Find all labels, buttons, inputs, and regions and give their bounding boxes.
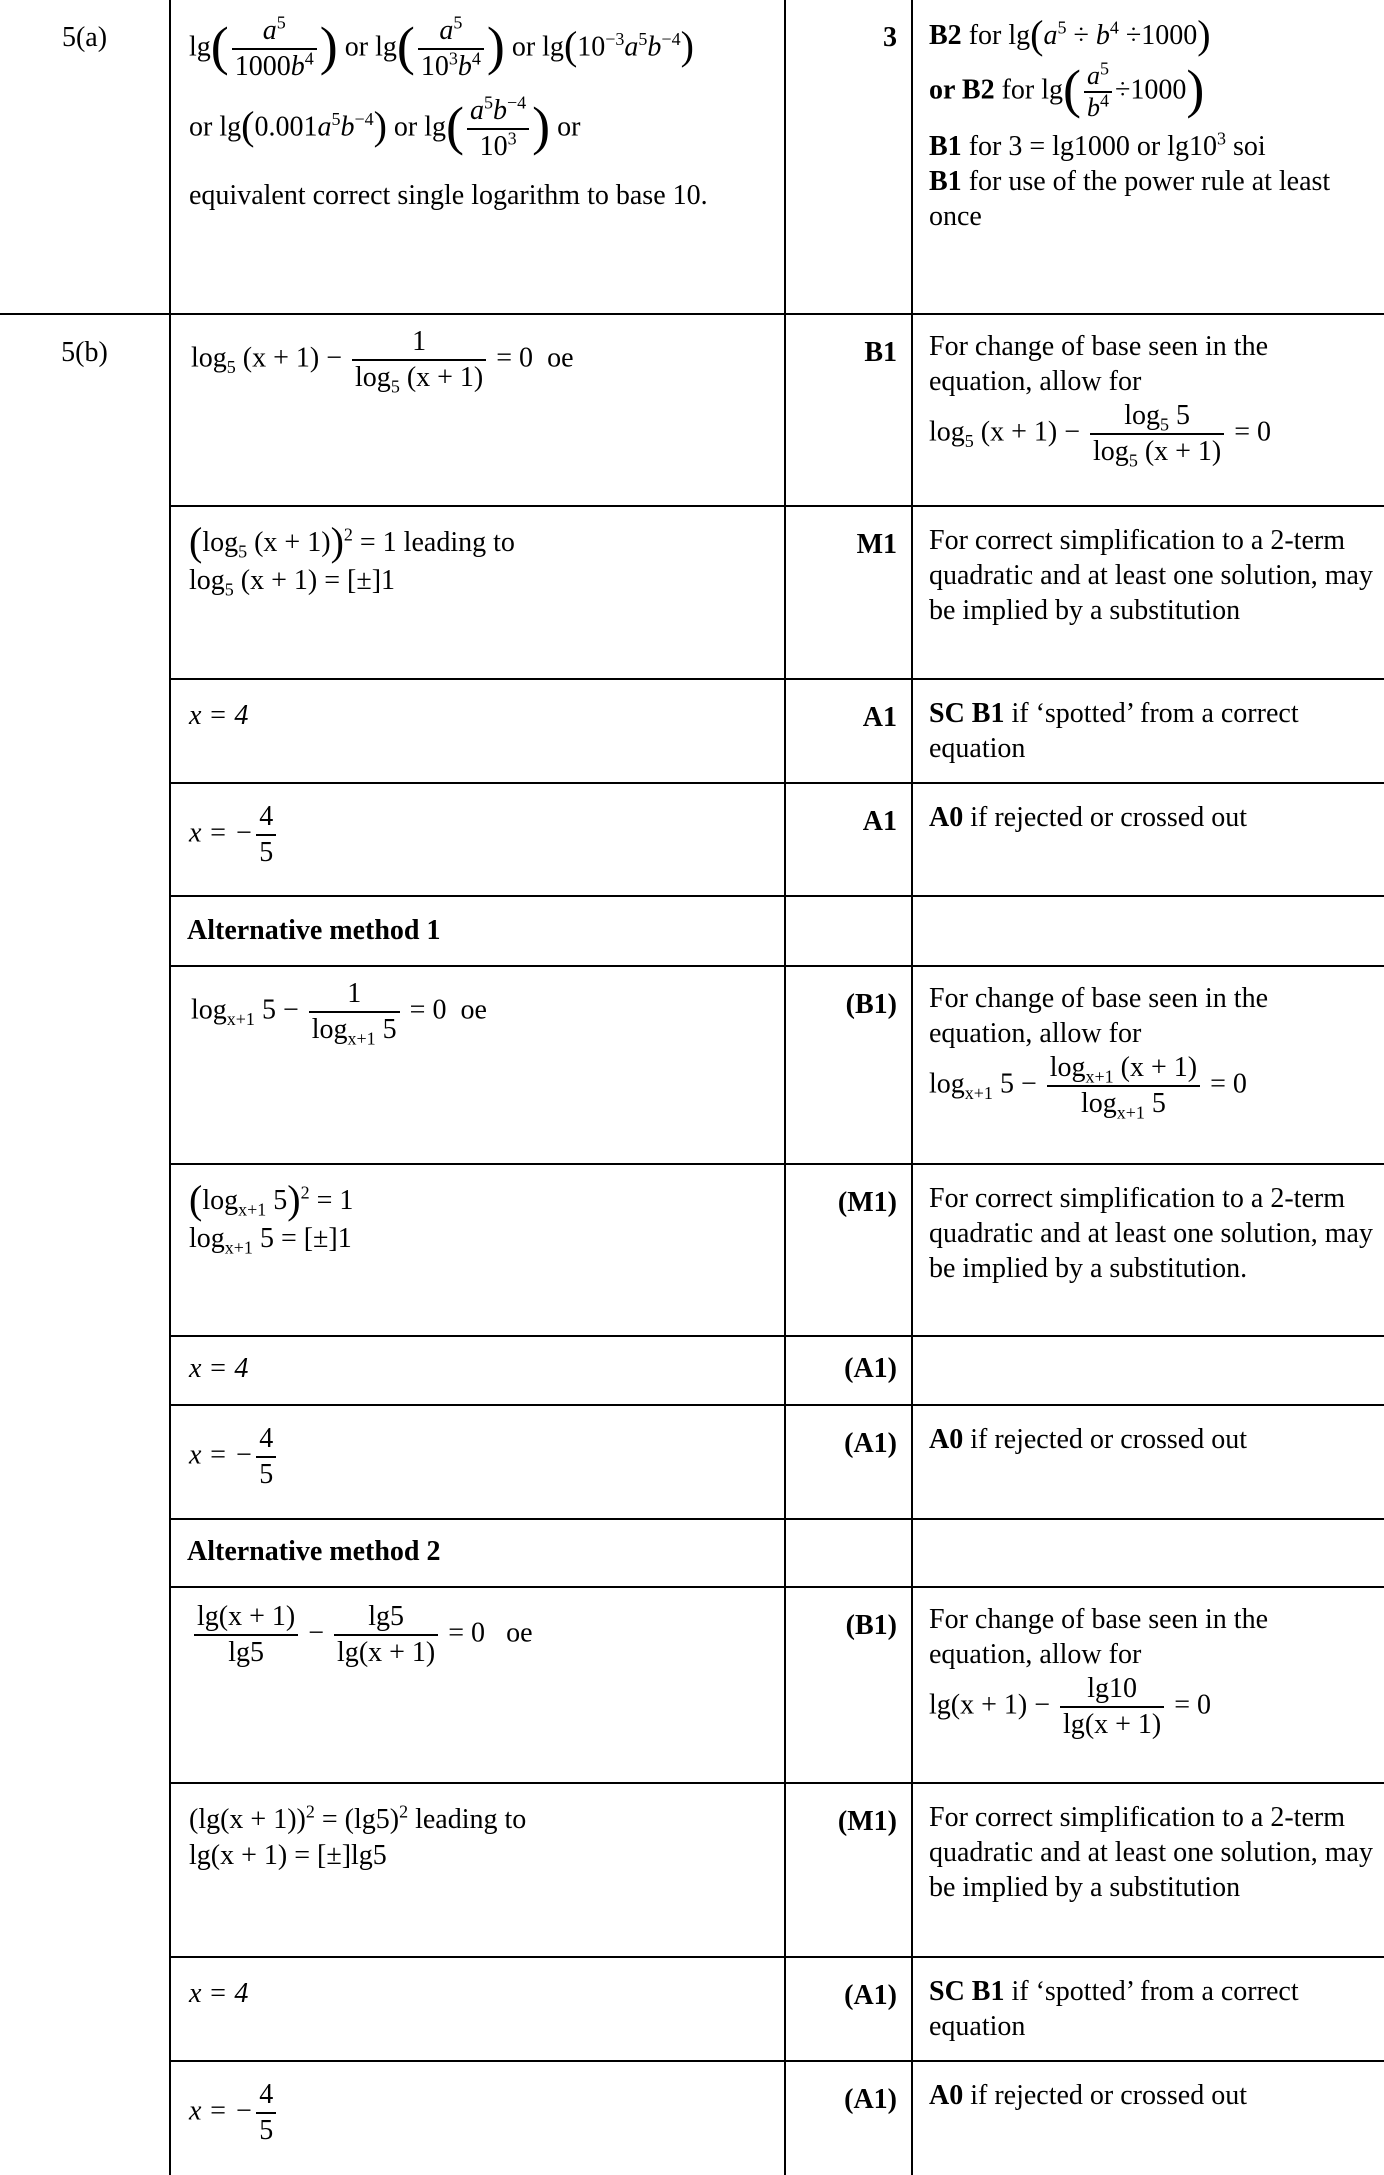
question-number: 5(a) [61, 22, 108, 53]
numerator: lg5 [334, 1600, 438, 1636]
or-text: or [189, 111, 213, 143]
math-op: ÷ [1073, 20, 1089, 51]
guidance-cell [912, 2061, 1384, 2175]
math-num: 5 [261, 994, 276, 1026]
math-num: 1000 [234, 51, 291, 82]
lg-text: lg [337, 1637, 359, 1668]
fraction [256, 1422, 276, 1492]
guidance-cell [912, 896, 1384, 966]
math-num: 5 [259, 1222, 274, 1254]
denominator: 5 [259, 1459, 274, 1490]
guidance-text: if ‘spotted’ from a correct equation [929, 698, 1299, 764]
math-expr: = 1 [316, 1185, 354, 1216]
mark [786, 897, 911, 917]
lg-text: lg [197, 1601, 219, 1632]
math-expr: x = − [189, 817, 254, 849]
fraction [256, 800, 276, 870]
guidance-text: for [968, 20, 1002, 51]
math-expr: = 0 [496, 342, 534, 374]
guidance-text: for use of the power rule at least once [929, 166, 1331, 233]
subscript: 5 [390, 376, 400, 397]
exponent: 4 [1109, 17, 1119, 38]
exponent: −3 [605, 29, 625, 50]
math-expr: = 1 leading to [359, 527, 515, 558]
mark: (M1) [837, 1806, 897, 1837]
table-row [0, 896, 1384, 966]
mark-cell [785, 1957, 912, 2061]
math-expr: x = − [189, 2095, 254, 2127]
log-text: log [929, 1068, 965, 1100]
answer-cell [170, 679, 785, 783]
guidance-text [913, 1520, 1384, 1540]
lg-text: lg [1008, 20, 1031, 51]
mark-cell [785, 506, 912, 679]
mark: M1 [856, 529, 897, 560]
fraction [1060, 1672, 1164, 1742]
log-text: log [1124, 400, 1161, 431]
or-text: or [511, 31, 536, 63]
guidance-text: for [968, 131, 1002, 163]
answer-cell [170, 0, 785, 314]
mark-cell [785, 1519, 912, 1587]
denominator: 5 [259, 2115, 274, 2146]
exponent: 5 [638, 29, 648, 50]
math-var: b [340, 111, 355, 143]
mark-cell [785, 1783, 912, 1957]
fraction [194, 1600, 298, 1670]
fraction [467, 94, 529, 164]
mark-cell [785, 314, 912, 506]
mark-cell [785, 1405, 912, 1519]
exponent: 2 [343, 524, 353, 545]
mark: A1 [862, 702, 897, 733]
alternative-method-title: Alternative method 2 [187, 1536, 441, 1567]
guidance-cell [912, 966, 1384, 1164]
lg-text: lg [1041, 74, 1064, 106]
math-expr: = [±]1 [324, 564, 396, 596]
exponent: 5 [484, 92, 494, 113]
guidance-line: or B2 for lg( $\frac{a^5}{b^4}$ ÷1000) [929, 58, 1205, 123]
math-expr: (x + 1) [240, 564, 318, 596]
mark-cell [785, 896, 912, 966]
math-op: ÷1000 [1115, 74, 1187, 106]
answer-cell [170, 966, 785, 1164]
mark-code: or B2 [929, 74, 995, 106]
mark-cell [785, 1164, 912, 1336]
fraction [334, 1600, 438, 1670]
numerator: 4 [256, 800, 276, 836]
mark: (A1) [844, 1980, 897, 2011]
subscript: x+1 [1116, 1102, 1145, 1123]
log-text: log [1080, 1088, 1117, 1119]
answer-cell [170, 896, 785, 966]
math-var: a [1087, 61, 1101, 91]
answer-line [189, 1802, 768, 1838]
log-text: log [191, 342, 227, 374]
exponent: 5 [331, 109, 341, 130]
math-expr: (x + 1) [242, 342, 320, 374]
math-num: 5 [999, 1068, 1014, 1100]
guidance-text [913, 1337, 1384, 1357]
math-var: b [290, 51, 305, 82]
table-row [0, 1164, 1384, 1336]
answer-line: $\log_5 (x + 1)$ − $\frac{1}{\log_5 (x + 1)}$ = 0 oe [191, 326, 574, 397]
table-row [0, 679, 1384, 783]
answer-cell [170, 2061, 785, 2175]
subscript: 5 [226, 357, 236, 378]
guidance-text: if rejected or crossed out [963, 802, 1248, 833]
mark-cell [785, 1336, 912, 1405]
mark-cell [785, 2061, 912, 2175]
answer-cell [170, 1405, 785, 1519]
subscript: x+1 [224, 1237, 253, 1258]
exponent: 5 [276, 12, 286, 33]
guidance-cell [912, 1164, 1384, 1336]
math-var: a [439, 15, 454, 46]
mark-cell [785, 1587, 912, 1783]
answer-line: or $\lg(0.001a^5b^{-4})$ or lg( $\frac{a^5b^{-4}}{10^3}$ ) or [189, 92, 581, 162]
table-row [0, 1783, 1384, 1957]
alternative-method-title: Alternative method 1 [187, 915, 441, 946]
mark: (A1) [844, 2084, 897, 2115]
guidance-line: B2 for $\lg(a^5 \div b^4 \div 1000)$ [929, 12, 1211, 58]
table-row [0, 314, 1384, 506]
table-row [0, 0, 1384, 314]
mark-cell [785, 0, 912, 314]
exponent: 5 [1057, 17, 1067, 38]
log-text: log [202, 527, 239, 558]
math-var: a [624, 31, 639, 63]
exponent: 3 [507, 128, 517, 149]
answer-cell [170, 1336, 785, 1405]
math-num: 10 [479, 131, 508, 162]
exponent: −4 [354, 109, 374, 130]
table-row [0, 1336, 1384, 1405]
table-row [0, 1957, 1384, 2061]
exponent: 4 [1100, 90, 1110, 111]
table-row [0, 1405, 1384, 1519]
mark-code: B1 [929, 131, 962, 163]
math-expr: leading to [408, 1804, 527, 1835]
math-expr: (lg(x + 1)) [189, 1804, 306, 1835]
guidance-cell [912, 314, 1384, 506]
guidance-cell [912, 1336, 1384, 1405]
guidance-cell [912, 1783, 1384, 1957]
denominator: 5 [259, 837, 274, 868]
log-text: log [191, 994, 227, 1026]
subscript: x+1 [226, 1009, 255, 1030]
numerator: 4 [256, 2078, 276, 2114]
or-text: or [557, 111, 581, 143]
fraction [256, 2078, 276, 2148]
subscript: 5 [1128, 450, 1138, 471]
math-op: ÷1000 [1125, 20, 1198, 51]
numerator: 4 [256, 1422, 276, 1458]
guidance-text: For correct simplification to a 2-term quadratic and at least one solution, may be implied by a substitution [929, 525, 1373, 626]
math-num: 0.001 [254, 111, 318, 143]
guidance-cell [912, 506, 1384, 679]
guidance-cell [912, 1957, 1384, 2061]
answer-line: lg( $\frac{a^5}{1000b^4}$ ) or lg( $\frac{a^5}{10^3b^4}$ ) or $\lg(10^{-3}a^5b^{-4})$ [189, 12, 694, 82]
mark: (B1) [845, 989, 897, 1020]
answer-text: equivalent correct single logarithm to base 10. [189, 180, 708, 211]
subscript: 5 [224, 579, 234, 600]
oe-text: oe [506, 1617, 533, 1649]
math-expr: = 0 [1174, 1689, 1212, 1721]
question-number: 5(b) [61, 337, 108, 368]
exponent: 2 [300, 1182, 310, 1203]
log-text: log [355, 362, 391, 393]
guidance-line [929, 164, 1374, 234]
lg-text: lg [424, 111, 447, 143]
subscript: x+1 [1085, 1066, 1114, 1087]
answer-cell [170, 1587, 785, 1783]
fraction [1084, 58, 1112, 123]
math-expr: = [±]1 [280, 1222, 352, 1254]
mark-code: SC B1 [929, 1976, 1005, 2007]
mark: (A1) [844, 1353, 897, 1384]
answer-line: ($\log_5$ (x + 1))$^2$ = 1 leading to [189, 518, 515, 564]
mark: (B1) [845, 1610, 897, 1641]
subscript: 5 [964, 431, 974, 452]
math-expr: = 0 [448, 1617, 486, 1649]
exponent: 4 [471, 48, 481, 69]
table-row [0, 783, 1384, 896]
answer-cell [170, 506, 785, 679]
log-text: log [1049, 1052, 1086, 1083]
math-num: 10 [420, 51, 449, 82]
oe-text: oe [460, 994, 487, 1026]
exponent: 3 [1217, 128, 1227, 149]
lg-text: lg [375, 31, 397, 63]
mark-code: SC B1 [929, 698, 1005, 729]
numerator: 1 [352, 325, 486, 361]
guidance-text: soi [1233, 131, 1266, 163]
guidance-cell [912, 783, 1384, 896]
math-num: 10 [577, 31, 606, 63]
guidance-cell [912, 0, 1384, 314]
subscript: 5 [1160, 414, 1170, 435]
exponent: 5 [453, 12, 463, 33]
answer-text: x = 4 [189, 1353, 249, 1384]
answer-cell [170, 1519, 785, 1587]
guidance-cell [912, 1519, 1384, 1587]
mark-code: A0 [929, 2080, 964, 2111]
log-text: log [929, 416, 965, 448]
exponent: 4 [304, 48, 314, 69]
math-var: a [470, 95, 485, 126]
mark-cell [785, 679, 912, 783]
answer-line: $\log_{x+1} 5$ − $\frac{1}{\log_{x+1} 5}$ = 0 oe [191, 978, 487, 1049]
fraction [309, 977, 400, 1047]
answer-line: lg(x + 1) = [±]lg5 [189, 1840, 387, 1871]
guidance-text: if ‘spotted’ from a correct equation [929, 1976, 1299, 2042]
subscript: x+1 [347, 1028, 376, 1049]
mark-code: B1 [929, 166, 962, 198]
guidance-line [929, 129, 1374, 164]
answer-text: x = 4 [189, 1978, 249, 2009]
math-expr: (x + 1) [950, 1689, 1028, 1721]
answer-cell [170, 1783, 785, 1957]
math-expr: = 0 [1210, 1068, 1247, 1100]
exponent: 2 [305, 1801, 315, 1822]
question-number-cell [0, 0, 170, 314]
math-expr: (x + 1) [980, 416, 1058, 448]
math-var: a [1043, 20, 1058, 51]
answer-text: x = 4 [189, 700, 249, 731]
math-expr: (x + 1) [1144, 436, 1222, 467]
table-row [0, 1587, 1384, 1783]
fraction [232, 14, 317, 84]
guidance-text: For correct simplification to a 2-term quadratic and at least one solution, may be implied by a substitution [929, 1802, 1373, 1903]
subscript: 5 [238, 541, 248, 562]
mark-cell [785, 783, 912, 896]
answer-cell [170, 1164, 785, 1336]
guidance-text: or [1136, 131, 1161, 163]
log-text: log [1093, 436, 1129, 467]
exponent: 5 [1100, 58, 1110, 79]
guidance-math: $\log_{x+1} 5$ − $\frac{\log_{x+1} (x + 1)}{\log_{x+1} 5}$ = 0 [929, 1052, 1247, 1123]
answer-cell [170, 783, 785, 896]
or-text: or [344, 31, 369, 63]
guidance-text: for [1001, 74, 1035, 106]
guidance-text: if rejected or crossed out [963, 2080, 1248, 2111]
answer-cell [170, 314, 785, 506]
guidance-cell [912, 679, 1384, 783]
answer-line [189, 563, 768, 599]
mark: (M1) [837, 1187, 897, 1218]
lg-text: lg [542, 31, 564, 63]
guidance-text: For change of base seen in the equation, allow for [929, 331, 1268, 397]
log-text: log [189, 564, 225, 596]
math-var: a [317, 111, 332, 143]
math-expr: 3 = lg1000 [1008, 131, 1130, 163]
answer-cell [170, 1957, 785, 2061]
math-var: b [457, 51, 472, 82]
lg-text: lg [189, 31, 211, 63]
guidance-math: $\log_5 (x + 1)$ − $\frac{\log_5 5}{\log_5 (x + 1)}$ = 0 [929, 400, 1272, 471]
guidance-text: For change of base seen in the equation, allow for [929, 1604, 1268, 1670]
exponent: −4 [507, 92, 527, 113]
guidance-text: if rejected or crossed out [963, 1424, 1248, 1455]
fraction [418, 14, 484, 84]
lg-text: lg [1063, 1709, 1085, 1740]
mark [786, 1520, 911, 1540]
log-text: log [311, 1014, 348, 1045]
fraction [1090, 399, 1224, 469]
math-num: 5 [382, 1014, 397, 1045]
denominator: lg5 [228, 1637, 264, 1668]
answer-line [189, 1221, 768, 1257]
answer-line: ($\log_{x+1}$ 5)$^2$ = 1 [189, 1176, 354, 1222]
math-expr: lg10 [1167, 131, 1218, 163]
subscript: x+1 [964, 1083, 993, 1104]
math-expr: (x + 1) [1084, 1709, 1162, 1740]
answer-line: $\frac{\lg(x + 1)}{\lg 5}$ − $\frac{\lg 5}{\lg(x + 1)}$ = 0 oe [191, 1600, 768, 1670]
mark: 3 [883, 22, 897, 53]
mark: A1 [862, 806, 897, 837]
math-expr: x = − [189, 1439, 254, 1471]
guidance-cell [912, 1405, 1384, 1519]
subscript: x+1 [238, 1199, 267, 1220]
math-num: 5 [273, 1185, 288, 1216]
guidance-text: For correct simplification to a 2-term quadratic and at least one solution, may be implied by a substitution. [929, 1183, 1373, 1284]
numerator: lg10 [1060, 1672, 1164, 1708]
math-expr: (x + 1) [218, 1601, 296, 1632]
oe-text: oe [547, 342, 574, 374]
math-var: b [647, 31, 662, 63]
math-num: 5 [1176, 400, 1191, 431]
mark-code: A0 [929, 802, 964, 833]
question-number-cell [0, 314, 170, 2175]
fraction [352, 325, 486, 395]
guidance-text [913, 897, 1384, 917]
mark-code: B2 [929, 20, 962, 51]
math-expr: (x + 1) [358, 1637, 436, 1668]
lg-text: lg [219, 111, 242, 143]
mark: (A1) [844, 1428, 897, 1459]
math-expr: = 0 [1234, 416, 1272, 448]
math-num: 5 [1151, 1088, 1166, 1119]
lg-text: lg [929, 1689, 951, 1721]
math-var: b [1095, 20, 1110, 51]
log-text: log [202, 1185, 239, 1216]
math-expr: (x + 1) [406, 362, 484, 393]
table-row [0, 966, 1384, 1164]
fraction [1047, 1051, 1200, 1121]
guidance-cell [912, 1587, 1384, 1783]
guidance-text: For change of base seen in the equation, allow for [929, 983, 1268, 1049]
or-text: or [393, 111, 418, 143]
math-var: b [493, 95, 508, 126]
mark-cell [785, 966, 912, 1164]
table-row [0, 506, 1384, 679]
exponent: −4 [661, 29, 681, 50]
mark-code: A0 [929, 1424, 964, 1455]
exponent: 2 [399, 1801, 409, 1822]
math-expr: (x + 1) [1120, 1052, 1198, 1083]
math-expr: (x + 1) [254, 527, 331, 558]
numerator: 1 [309, 977, 400, 1013]
guidance-math: lg(x + 1) − $\frac{\lg 10}{\lg(x + 1)}$ = 0 [929, 1673, 1212, 1740]
math-expr: = (lg5) [314, 1804, 400, 1835]
table-row [0, 2061, 1384, 2175]
mark: B1 [864, 337, 897, 368]
math-var: b [1087, 93, 1101, 123]
exponent: 3 [448, 48, 458, 69]
math-expr: = 0 [409, 994, 447, 1026]
table-row [0, 1519, 1384, 1587]
math-var: a [262, 15, 277, 46]
log-text: log [189, 1222, 225, 1254]
